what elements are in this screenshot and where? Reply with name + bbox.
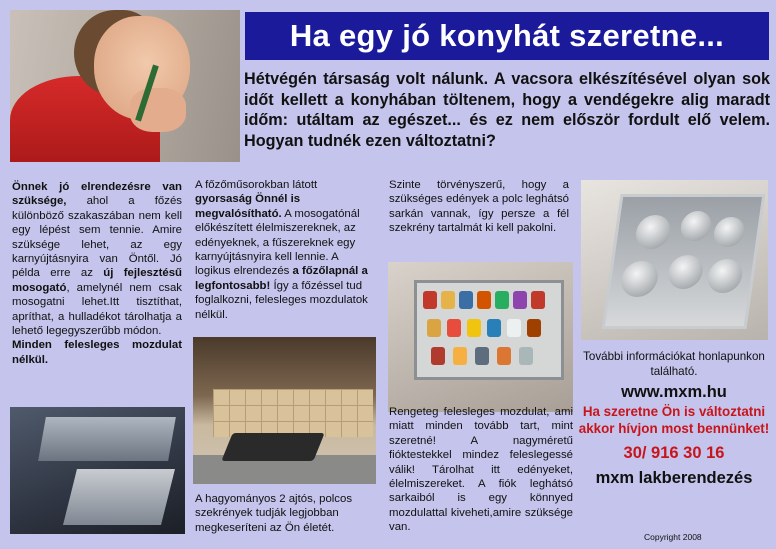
column-shelf-text: Szinte törvényszerű, hogy a szükséges edények a polc leghátsó sarkán vannak, így persze a fél szekrény tartalmát ki kell pakolni. [389,179,569,235]
column-sink-text [12,180,182,367]
kitchen-cooktop-photo [193,337,376,484]
col2-text-1: A főzőműsorokban látott [195,179,318,191]
page-title: Ha egy jó konyhát szeretne... [245,12,769,60]
column-speed-text [195,178,375,322]
column-drawer-text: Rengeteg felesleges mozdulat, ami miatt minden tovább tart, mint szeretné! A nagyméretű fióktestekkel mindez feleslegessé válik! Tárolhat itt edényeket, élelmiszereket. A fiók leghátsó sarkaiból is egy könnyed mozdulattal kiveheti,amire szüksége van. [389,406,573,534]
contact-info: További információkat honlapunkon található. [583,350,765,378]
col1-bold-2: új fejlesztésű mosogató [12,267,182,294]
contact-block [578,349,770,488]
phone-number[interactable]: 30/ 916 30 16 [623,444,725,462]
website-link[interactable]: www.mxm.hu [621,383,727,401]
woman-thinking-photo [10,10,240,162]
col1-bold-1: Önnek jó elrendezésre van szüksége, [12,181,182,208]
sink-drawer-photo [10,407,185,534]
col1-text-2: , amelynél nem csak mosogatni lehet.Itt tisztíthat, apríthat, a hulladékot tárolhatja a lehető legegyszerűbb módon. [12,281,182,338]
column-cabinet-text: A hagyományos 2 ajtós, polcos szekrények tudják legjobban megkeseríteni az Ön életét. [195,493,353,534]
col1-text-1: ahol a főzés különböző szakaszában nem kell egy lépést sem tennie. Amire szüksége lehet, az egy karnyújtásnyira van Öntől. Jó példa erre az [12,195,182,280]
col2-bold-1: gyorsaság Önnél is megvalósítható. [195,193,301,220]
col2-bold-2: a főzőlapnál a legfontosabb! [195,265,368,292]
company-name: mxm lakberendezés [595,469,753,487]
col2-text-2: A mosogatónál előkészített élelmiszereknek, az edényeknek, a fűszereknek egy karnyújtásnyira kell lennie. A logikus elrendezés [195,207,360,278]
copyright: Copyright 2008 [644,532,702,542]
col1-bold-3: Minden felesleges mozdulat nélkül. [12,339,182,366]
intro-paragraph: Hétvégén társaság volt nálunk. A vacsora elkészítésével olyan sok időt kellett a konyhában töltenem, hogy a vendégekre alig maradt időm: utáltam az egészet... és ez nem először fordult elő velem. Hogyan tudnék ezen változtatni? [244,70,770,150]
col2-text-3: Így a főzéssel tud foglalkozni, felesleges mozdulatok nélkül. [195,279,368,321]
spice-drawer-photo [388,262,573,412]
pots-drawer-photo [581,180,768,340]
call-to-action: Ha szeretne Ön is változtatni akkor hívjon most bennünket! [578,404,770,436]
